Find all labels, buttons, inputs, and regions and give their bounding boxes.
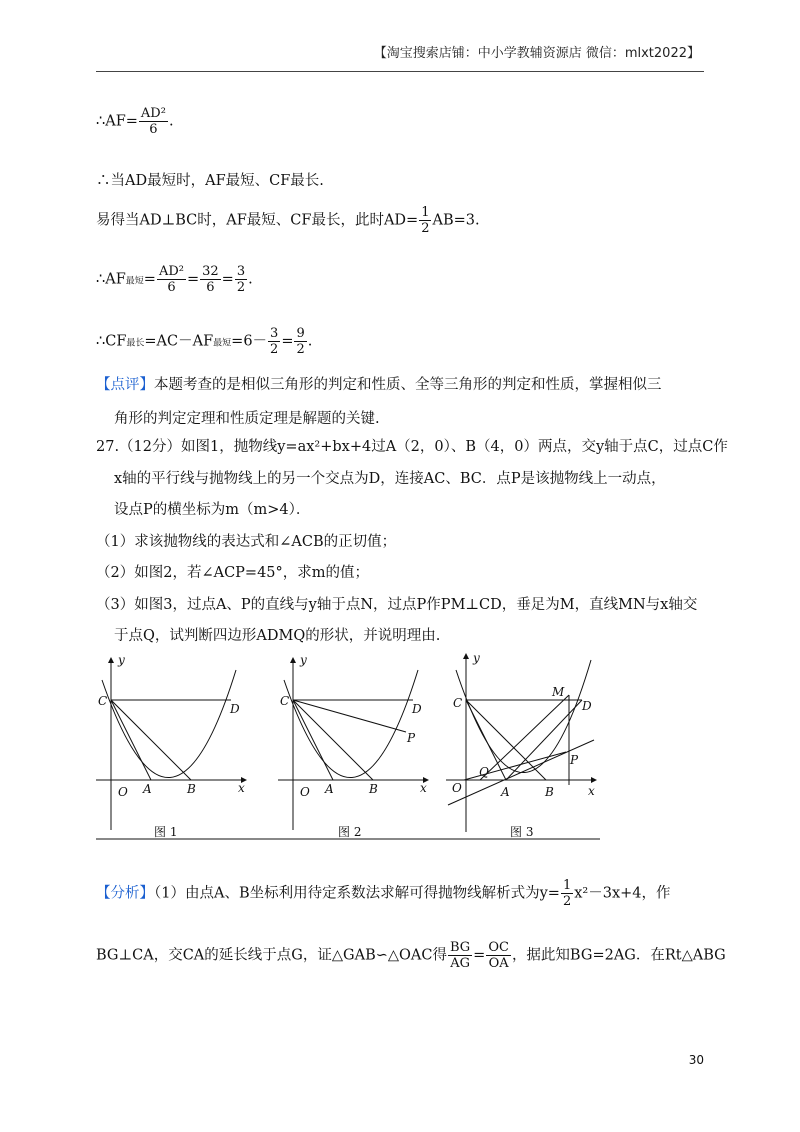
- fig2-label-y: y: [300, 653, 307, 667]
- line-shortest: ∴当AD最短时，AF最短、CF最长.: [96, 173, 324, 189]
- fig3-caption: 图 3: [510, 825, 534, 839]
- fig2-label-a: A: [325, 782, 334, 796]
- question-part-3-cont: 于点Q，试判断四边形ADMQ的形状，并说明理由.: [114, 628, 441, 644]
- comment-line-1: 【点评】本题考查的是相似三角形的判定和性质、全等三角形的判定和性质，掌握相似三: [96, 377, 662, 393]
- fig2-label-p: P: [407, 731, 416, 745]
- fig3-label-a: A: [501, 785, 510, 799]
- fig1-label-b: B: [187, 782, 196, 796]
- fig3-label-x: x: [588, 784, 595, 798]
- question-part-1: （1）求该抛物线的表达式和∠ACB的正切值；: [96, 534, 397, 550]
- question-line-3: 设点P的横坐标为m（m>4）．: [114, 502, 311, 518]
- fig2-label-x: x: [420, 781, 427, 795]
- question-part-3: （3）如图3，过点A、P的直线与y轴于点N，过点P作PM⊥CD，垂足为M，直线MN与x轴交: [96, 597, 698, 613]
- fig2-label-c: C: [280, 694, 290, 708]
- fig1-caption: 图 1: [154, 825, 178, 839]
- page-number: 30: [688, 1053, 704, 1067]
- question-line-1: 27.（12分）如图1，抛物线y=ax²+bx+4过A（2，0）、B（4，0）两点，交y轴于点C，过点C作: [96, 439, 728, 455]
- header-rule: [96, 71, 704, 72]
- fig2-label-o: O: [300, 785, 310, 799]
- fig1-label-o: O: [118, 785, 128, 799]
- fig1-label-c: C: [98, 694, 108, 708]
- fig2-label-b: B: [369, 782, 378, 796]
- comment-tag: 【点评】: [96, 377, 154, 393]
- fig1-label-x: x: [238, 781, 245, 795]
- fig1-label-y: y: [118, 653, 125, 667]
- fig2-label-d: D: [412, 702, 422, 716]
- fig3-label-p: P: [570, 753, 579, 767]
- fig3-label-b: B: [545, 785, 554, 799]
- fig2-caption: 图 2: [338, 825, 362, 839]
- line-cf-max: ∴CF最长=AC－AF最短=6－ $\frac{3}{2}$ = $\frac{9}{2}$ .: [96, 326, 313, 357]
- question-line-2: x轴的平行线与抛物线上的另一个交点为D，连接AC、BC．点P是该抛物线上一动点，: [114, 471, 666, 487]
- figure-2: [278, 658, 428, 830]
- line-af: ∴AF= $\frac{\text{AD²}}{6}$ .: [96, 106, 174, 137]
- fig1-label-a: A: [143, 782, 152, 796]
- figure-3: [446, 654, 596, 832]
- fig3-label-m: M: [552, 685, 565, 699]
- fig3-label-q: Q: [479, 765, 489, 779]
- analysis-tag: 【分析】: [96, 885, 154, 902]
- analysis-line-2: BG⊥CA，交CA的延长线于点G，证△GAB∽△OAC得 $\frac{BG}{AG}$ = $\frac{OC}{OA}$ ，据此知BG=2AG．在Rt△ABG: [96, 940, 726, 971]
- analysis-line-1: 【分析】（1）由点A、B坐标利用待定系数法求解可得抛物线解析式为y= $\frac{1}{2}$ x²－3x+4，作: [96, 878, 671, 909]
- figure-1: [96, 658, 246, 830]
- figures: [96, 650, 600, 840]
- fig3-label-c: C: [453, 696, 463, 710]
- comment-line-2: 角形的判定定理和性质定理是解题的关键.: [114, 411, 380, 427]
- line-perpendicular: 易得当AD⊥BC时，AF最短、CF最长，此时AD= $\frac{1}{2}$ AB=3.: [96, 205, 480, 236]
- fig3-label-o: O: [452, 781, 462, 795]
- fig3-label-d: D: [582, 699, 592, 713]
- line-af-min: ∴AF最短= $\frac{\text{AD²}}{6}$ = $\frac{32}{6}$ = $\frac{3}{2}$ .: [96, 264, 253, 295]
- fig3-label-y: y: [473, 651, 480, 665]
- question-part-2: （2）如图2，若∠ACP=45°，求m的值；: [96, 565, 370, 581]
- page-header: 【淘宝搜索店铺：中小学教辅资源店 微信：mlxt2022】: [373, 46, 700, 61]
- fig1-label-d: D: [230, 702, 240, 716]
